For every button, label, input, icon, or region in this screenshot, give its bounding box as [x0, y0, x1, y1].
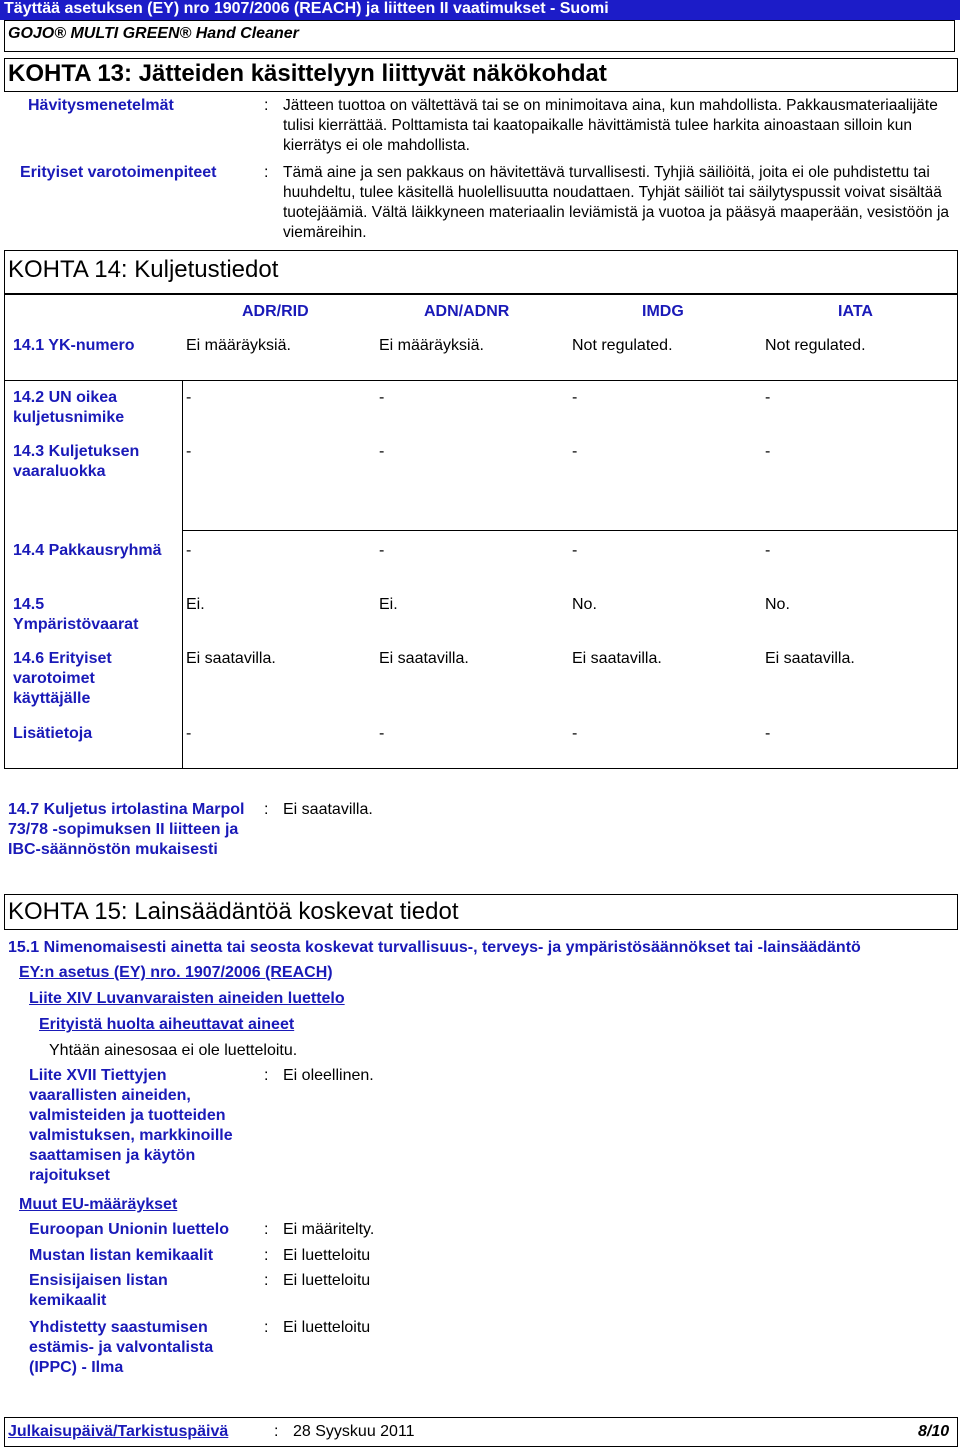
- black-list-label: Mustan listan kemikaalit: [29, 1247, 214, 1264]
- colon: :: [264, 97, 269, 114]
- table-divider: [182, 380, 183, 769]
- colon: :: [264, 1272, 269, 1289]
- annex-xvii-label: Liite XVII Tiettyjen vaarallisten aineiden, valmisteiden ja tuotteiden valmistuksen, markkinoille saattamisen ja käytön rajoitukset: [29, 1067, 233, 1184]
- colon: :: [264, 1221, 269, 1238]
- bulk-transport-label: 14.7 Kuljetus irtolastina Marpol 73/78 -sopimuksen II liitteen ja IBC-säännöstön mukaisesti: [8, 801, 245, 858]
- table-cell: Ei määräyksiä.: [379, 337, 484, 354]
- document-header-title: Täyttää asetuksen (EY) nro 1907/2006 (REACH) ja liitteen II vaatimukset - Suomi: [4, 0, 609, 17]
- disposal-methods-text: Jätteen tuottoa on vältettävä tai se on minimoitava aina, kun mahdollista. Pakkausmateriaalijäte tulisi kierrättää. Polttamista tai kaatopaikalle hävittämistä tulee harkita ainoastaan silloin kun kierrätys ei ole mahdollista.: [283, 97, 938, 154]
- row-label-additional-info: Lisätietoja: [13, 725, 93, 742]
- row-label-environmental-hazards: 14.5 Ympäristövaarat: [13, 596, 139, 633]
- section15-subtitle: 15.1 Nimenomaisesti ainetta tai seosta koskevat turvallisuus-, terveys- ja ympäristösäännökset tai -lainsäädäntö: [8, 939, 861, 956]
- table-cell: -: [186, 725, 192, 742]
- ippc-air-label: Yhdistetty saastumisen estämis- ja valvontalista (IPPC) - Ilma: [29, 1319, 214, 1376]
- table-cell: -: [572, 725, 578, 742]
- priority-list-label: Ensisijaisen listan kemikaalit: [29, 1272, 168, 1309]
- table-cell: -: [765, 725, 771, 742]
- document-header-bar: [0, 0, 960, 20]
- bulk-transport-value: Ei saatavilla.: [283, 801, 373, 818]
- table-cell: -: [379, 542, 385, 559]
- col-header-iata: IATA: [838, 303, 873, 320]
- colon: :: [264, 1247, 269, 1264]
- table-cell: -: [765, 443, 771, 460]
- section15-title: KOHTA 15: Lainsäädäntöä koskevat tiedot: [8, 898, 459, 925]
- eu-inventory-value: Ei määritelty.: [283, 1221, 375, 1238]
- annex-xiv-heading: Liite XIV Luvanvaraisten aineiden luettelo: [29, 990, 345, 1007]
- section13-title: KOHTA 13: Jätteiden käsittelyyn liittyvät näkökohdat: [8, 60, 607, 87]
- table-cell: Ei.: [379, 596, 398, 613]
- colon: :: [264, 1319, 269, 1336]
- black-list-value: Ei luetteloitu: [283, 1247, 371, 1264]
- table-cell: -: [379, 389, 385, 406]
- eu-inventory-label: Euroopan Unionin luettelo: [29, 1221, 229, 1238]
- table-cell: Ei.: [186, 596, 205, 613]
- special-precautions-label: Erityiset varotoimenpiteet: [20, 164, 217, 181]
- svhc-value: Yhtään ainesosaa ei ole luetteloitu.: [49, 1042, 298, 1059]
- table-cell: -: [186, 542, 192, 559]
- table-cell: No.: [765, 596, 790, 613]
- table-cell: Ei saatavilla.: [186, 650, 276, 667]
- colon: :: [264, 801, 269, 818]
- product-name: GOJO® MULTI GREEN® Hand Cleaner: [8, 25, 299, 42]
- row-label-hazard-class: 14.3 Kuljetuksen vaaraluokka: [13, 443, 140, 480]
- other-eu-heading: Muut EU-määräykset: [19, 1196, 178, 1213]
- table-cell: Ei saatavilla.: [765, 650, 855, 667]
- table-divider: [182, 530, 958, 531]
- row-label-shipping-name: 14.2 UN oikea kuljetusnimike: [13, 389, 125, 426]
- table-cell: -: [572, 389, 578, 406]
- transport-table: [4, 294, 958, 769]
- reach-regulation-heading: EY:n asetus (EY) nro. 1907/2006 (REACH): [19, 964, 333, 981]
- table-cell: -: [186, 443, 192, 460]
- annex-xvii-value: Ei oleellinen.: [283, 1067, 374, 1084]
- section14-title: KOHTA 14: Kuljetustiedot: [8, 256, 279, 283]
- page-number: 8/10: [918, 1423, 950, 1440]
- col-header-imdg: IMDG: [642, 303, 684, 320]
- ippc-air-value: Ei luetteloitu: [283, 1319, 371, 1336]
- row-label-un-number: 14.1 YK-numero: [13, 337, 135, 354]
- table-cell: Not regulated.: [765, 337, 866, 354]
- table-cell: Not regulated.: [572, 337, 673, 354]
- colon: :: [264, 1067, 269, 1084]
- table-cell: -: [765, 542, 771, 559]
- table-cell: Ei saatavilla.: [379, 650, 469, 667]
- colon: :: [274, 1423, 279, 1440]
- table-cell: -: [572, 443, 578, 460]
- table-cell: No.: [572, 596, 597, 613]
- disposal-methods-label: Hävitysmenetelmät: [28, 97, 174, 114]
- table-divider: [4, 380, 958, 381]
- priority-list-value: Ei luetteloitu: [283, 1272, 371, 1289]
- table-cell: -: [379, 443, 385, 460]
- table-cell: Ei määräyksiä.: [186, 337, 291, 354]
- colon: :: [264, 164, 269, 181]
- table-cell: -: [572, 542, 578, 559]
- col-header-adn: ADN/ADNR: [424, 303, 510, 320]
- table-cell: -: [379, 725, 385, 742]
- footer-date-label: Julkaisupäivä/Tarkistuspäivä: [8, 1423, 229, 1440]
- table-cell: Ei saatavilla.: [572, 650, 662, 667]
- row-label-user-precautions: 14.6 Erityiset varotoimet käyttäjälle: [13, 650, 112, 707]
- col-header-adr: ADR/RID: [242, 303, 309, 320]
- special-precautions-text: Tämä aine ja sen pakkaus on hävitettävä turvallisesti. Tyhjiä säiliöitä, joita ei ole puhdistettu tai huuhdeltu, tulee käsitellä huolellisuutta noudattaen. Tyhjät säiliöt tai säilytyspussit voivat sisältää tuotejäämiä. Vältä läikkyneen materiaalin leviämistä ja vuotoa ja pääsyä maaperään, vesistöön ja viemäreihin.: [283, 164, 950, 241]
- table-cell: -: [186, 389, 192, 406]
- svhc-heading: Erityistä huolta aiheuttavat aineet: [39, 1016, 295, 1033]
- row-label-packing-group: 14.4 Pakkausryhmä: [13, 542, 162, 559]
- table-cell: -: [765, 389, 771, 406]
- footer-date: 28 Syyskuu 2011: [293, 1423, 415, 1440]
